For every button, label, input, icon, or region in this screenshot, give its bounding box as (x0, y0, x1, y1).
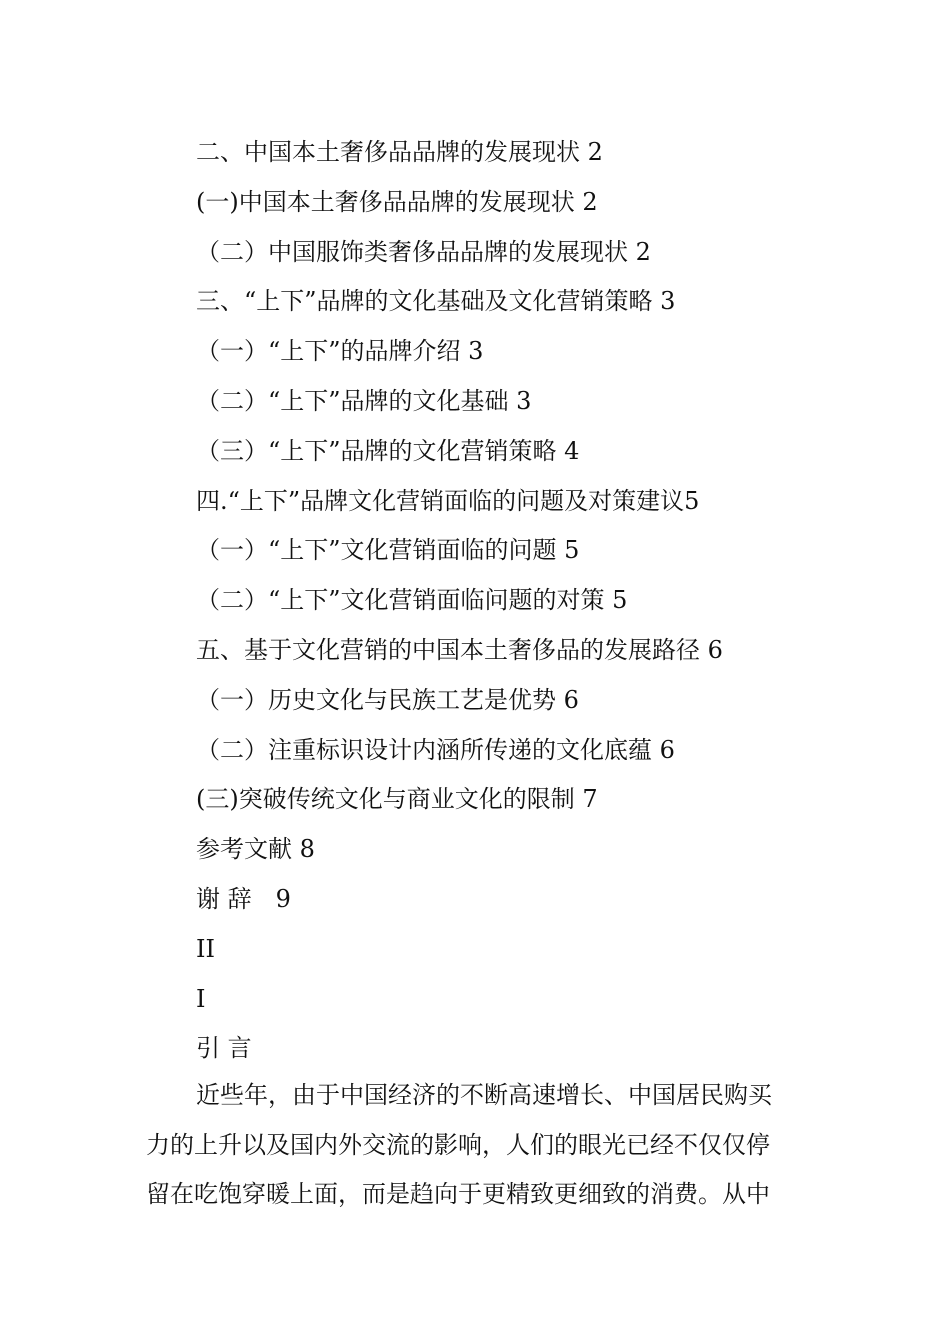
paragraph-line: 力的上升以及国内外交流的影响，人们的眼光已经不仅仅停 (146, 1130, 770, 1159)
page-number-roman: II (196, 934, 215, 963)
toc-entry: （一）历史文化与民族工艺是优势 6 (196, 685, 579, 714)
toc-entry: （二）“上下”品牌的文化基础 3 (196, 386, 532, 415)
paragraph-line: 近些年，由于中国经济的不断高速增长、中国居民购买 (196, 1081, 772, 1109)
table-of-contents (196, 128, 836, 1074)
toc-entry: （一）“上下”的品牌介绍 3 (196, 337, 484, 366)
toc-entry: 二、中国本土奢侈品品牌的发展现状 2 (196, 138, 603, 166)
toc-entry: （二）“上下”文化营销面临问题的对策 5 (196, 586, 628, 615)
toc-entry: 四.“上下”品牌文化营销面临的问题及对策建议5 (196, 486, 700, 515)
toc-entry: （三）“上下”品牌的文化营销策略 4 (196, 436, 580, 465)
body-paragraph (146, 1071, 810, 1220)
toc-entry: 五、基于文化营销的中国本土奢侈品的发展路径 6 (196, 635, 723, 664)
paragraph-line: 留在吃饱穿暖上面，而是趋向于更精致更细致的消费。从中 (146, 1180, 770, 1208)
page-number-roman: I (196, 984, 206, 1013)
toc-entry: 谢 辞 9 (196, 884, 291, 913)
toc-entry: （二）中国服饰类奢侈品品牌的发展现状 2 (196, 237, 651, 266)
toc-entry: (三)突破传统文化与商业文化的限制 7 (196, 785, 598, 814)
section-heading: 引 言 (196, 1034, 252, 1063)
toc-entry: (一)中国本土奢侈品品牌的发展现状 2 (196, 187, 598, 216)
toc-entry: 三、“上下”品牌的文化基础及文化营销策略 3 (196, 287, 676, 316)
toc-entry: （二）注重标识设计内涵所传递的文化底蕴 6 (196, 735, 675, 764)
toc-entry: （一）“上下”文化营销面临的问题 5 (196, 536, 580, 565)
toc-entry: 参考文献 8 (196, 835, 315, 864)
